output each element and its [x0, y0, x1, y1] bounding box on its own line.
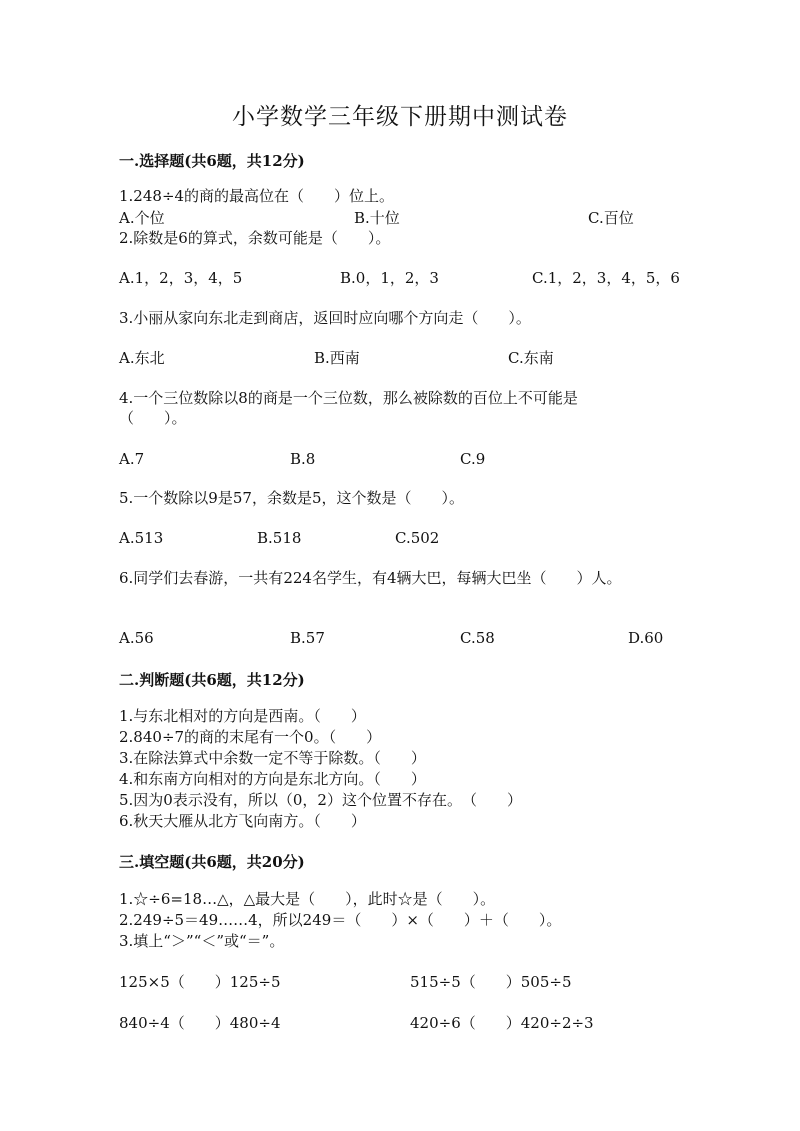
judge-item-4: 4.和东南方向相对的方向是东北方向。（ ） [119, 770, 426, 788]
q3-option-b: B.西南 [314, 349, 360, 367]
compare-3: 840÷4（ ）480÷4 [119, 1014, 281, 1032]
section-heading-judge: 二.判断题(共6题，共12分) [119, 671, 305, 689]
compare-4: 420÷6（ ）420÷2÷3 [410, 1014, 594, 1032]
q1-stem: 1.248÷4的商的最高位在（ ）位上。 [119, 187, 395, 205]
q6-option-b: B.57 [290, 629, 325, 647]
judge-item-1: 1.与东北相对的方向是西南。（ ） [119, 707, 366, 725]
q3-option-c: C.东南 [508, 349, 554, 367]
q4-stem-cont: （ ）。 [119, 409, 187, 427]
q5-option-a: A.513 [119, 529, 164, 547]
q3-option-a: A.东北 [119, 349, 165, 367]
q4-option-c: C.9 [460, 450, 486, 468]
q1-option-b: B.十位 [354, 209, 400, 227]
section-heading-fill: 三.填空题(共6题，共20分) [119, 853, 305, 871]
q2-option-b: B.0，1，2，3 [340, 269, 439, 287]
q2-option-a: A.1，2，3，4，5 [119, 269, 243, 287]
q1-option-c: C.百位 [588, 209, 634, 227]
judge-item-6: 6.秋天大雁从北方飞向南方。（ ） [119, 812, 366, 830]
q4-option-a: A.7 [119, 450, 145, 468]
q6-option-d: D.60 [628, 629, 664, 647]
q2-option-c: C.1，2，3，4，5，6 [532, 269, 680, 287]
q6-option-a: A.56 [119, 629, 154, 647]
page-title: 小学数学三年级下册期中测试卷 [232, 104, 568, 130]
fill-item-2: 2.249÷5＝49……4，所以249＝（ ）×（ ）＋（ ）。 [119, 911, 562, 929]
judge-item-2: 2.840÷7的商的末尾有一个0。（ ） [119, 728, 382, 746]
q5-option-c: C.502 [395, 529, 440, 547]
q4-stem: 4.一个三位数除以8的商是一个三位数，那么被除数的百位上不可能是 [119, 389, 578, 407]
judge-item-5: 5.因为0表示没有，所以（0，2）这个位置不存在。 （ ） [119, 791, 522, 809]
compare-1: 125×5（ ）125÷5 [119, 973, 281, 991]
fill-item-1: 1.☆÷6=18…△，△最大是（ ），此时☆是（ ）。 [119, 890, 496, 908]
q5-option-b: B.518 [257, 529, 302, 547]
judge-item-3: 3.在除法算式中余数一定不等于除数。（ ） [119, 749, 426, 767]
q6-stem: 6.同学们去春游，一共有224名学生，有4辆大巴，每辆大巴坐（ ）人。 [119, 569, 622, 587]
fill-item-3: 3.填上“＞”“＜”或“＝”。 [119, 932, 285, 950]
q5-stem: 5.一个数除以9是57，余数是5，这个数是（ ）。 [119, 489, 464, 507]
q1-option-a: A.个位 [119, 209, 165, 227]
compare-2: 515÷5（ ）505÷5 [410, 973, 572, 991]
q6-option-c: C.58 [460, 629, 495, 647]
section-heading-choice: 一.选择题(共6题，共12分) [119, 152, 305, 170]
q2-stem: 2.除数是6的算式，余数可能是（ ）。 [119, 229, 391, 247]
q4-option-b: B.8 [290, 450, 316, 468]
q3-stem: 3.小丽从家向东北走到商店，返回时应向哪个方向走（ ）。 [119, 309, 531, 327]
